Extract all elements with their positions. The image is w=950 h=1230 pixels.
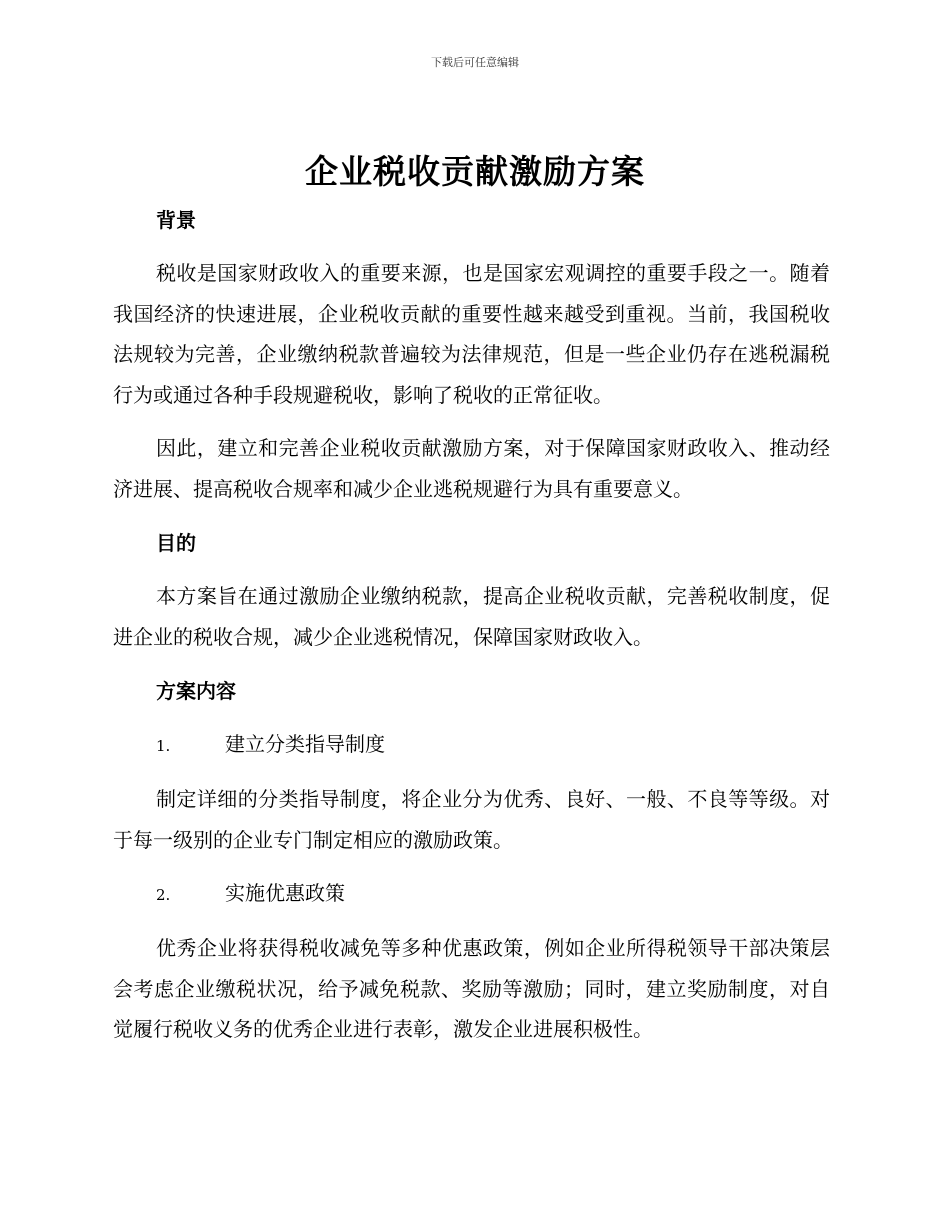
list-item-1	[113, 724, 830, 766]
document-body	[113, 200, 830, 1050]
list-item-title: 实施优惠政策	[225, 881, 345, 905]
list-item-1-text: 制定详细的分类指导制度，将企业分为优秀、良好、一般、不良等等级。对于每一级别的企业专门制定相应的激励政策。	[113, 787, 830, 852]
section-heading-purpose: 目的	[156, 531, 196, 555]
list-item-number: 2.	[156, 886, 171, 904]
header-note: 下载后可任意编辑	[431, 56, 519, 69]
list-item-number: 1.	[156, 737, 171, 755]
list-item-2	[113, 873, 830, 915]
purpose-paragraph-1: 本方案旨在通过激励企业缴纳税款，提高企业税收贡献，完善税收制度，促进企业的税收合规，减少企业逃税情况，保障国家财政收入。	[113, 584, 830, 649]
list-item-2-text: 优秀企业将获得税收减免等多种优惠政策，例如企业所得税领导干部决策层会考虑企业缴税状况，给予减免税款、奖励等激励；同时，建立奖励制度，对自觉履行税收义务的优秀企业进行表彰，激发企业进展积极性。	[113, 936, 830, 1041]
background-paragraph-2: 因此，建立和完善企业税收贡献激励方案，对于保障国家财政收入、推动经济进展、提高税收合规率和减少企业逃税规避行为具有重要意义。	[113, 436, 830, 501]
background-paragraph-1: 税收是国家财政收入的重要来源，也是国家宏观调控的重要手段之一。随着我国经济的快速进展，企业税收贡献的重要性越来越受到重视。当前，我国税收法规较为完善，企业缴纳税款普遍较为法律规范，但是一些企业仍存在逃税漏税行为或通过各种手段规避税收，影响了税收的正常征收。	[113, 261, 830, 407]
document-title: 企业税收贡献激励方案	[305, 152, 645, 191]
section-heading-background: 背景	[156, 208, 196, 232]
list-item-title: 建立分类指导制度	[225, 732, 385, 756]
section-heading-content: 方案内容	[156, 679, 236, 703]
